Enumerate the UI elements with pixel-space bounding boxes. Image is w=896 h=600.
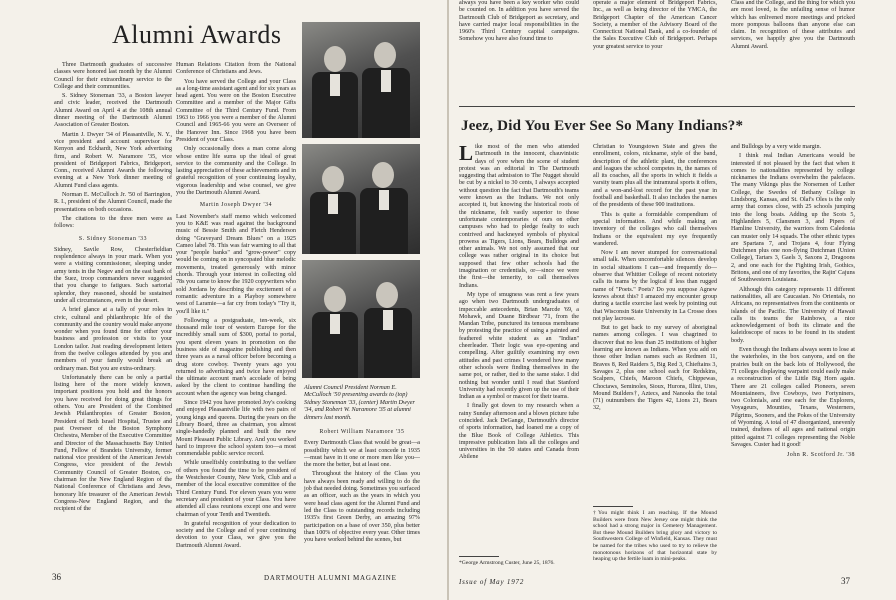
- magazine-footer: DARTMOUTH ALUMNI MAGAZINE: [264, 574, 397, 582]
- article-col-3: [731, 144, 855, 459]
- page-number-right: 37: [841, 576, 850, 586]
- photo-dwyer-award: [302, 144, 420, 254]
- stoneman-citation-3: Unfortunately there can be only a partial listing here of the more widely known, important positions you hold and the honors you have received for doing great things for others. You are President of the Combined Jewish Philanthropies of Greater Boston, President of Beth Israel Hospital, Trustee and past Overseer of the Boston Symphony Orchestra, Member of the Executive Committee and Director of the Massachusetts Bay United Fund, Fellow of Brandeis University, former national vice president of the American Jewish Congress, vice president of the Jewish Community Council of Greater Boston, co-chairman for the New England Region of the National Conference of Christians and Jews, honorary life treasurer of the American Jewish Congress-New England Region, and the recipient of the: [54, 374, 172, 513]
- page-number-left: 36: [52, 572, 61, 582]
- dwyer-citation-5: In grateful recognition of your dedication to society and the College and of your continuing devotion to your Class, we give you the Dartmouth Alumni Award.: [176, 520, 296, 549]
- dwyer-subhead: Martin Joseph Dwyer '34: [199, 202, 273, 209]
- intro-para-4: Norman E. McCulloch Jr. '50 of Barrington, R. I., president of the Alumni Council, made the presentations on both occasions.: [54, 192, 172, 213]
- footnote-mound-builders: †You might think I am reaching. If the Mound Builders were from New Jersey one might think the school had a strong major in Cemetery Management. But these Mound Builders bring glory and victory to Southwestern College of Winfield, Kansas. They must be named for the tribes who used to try to relieve the monotonous horizons of that horizontal state by heaping up the fertile loam in mini-peaks.: [593, 510, 717, 563]
- stoneman-citation-1: Sidney, Savile Row, Chesterfieldian resplendence always in your mark. When you were a visiting commissioner, sleeping under army tents in the Negev and on the east bank of the Suez, troop commanders never suggested that you change to fatigues. Such sartorial splendor, they reasoned, should be sustained under all circumstances, even in the desert.: [54, 246, 172, 304]
- right-page: [449, 0, 896, 600]
- dwyer-citation-4: While unselfishly contributing to the welfare of others you found the time to be president of the Westchester County, New York, Club and a member of the local executive committee of the Third Century Fund. For eleven years you were secretary and president of your Class. You have attended all class reunions except one and were chairman of your Tenth and Twentieth.: [176, 460, 296, 518]
- dwyer-citation-2: Following a postgraduate, ten-week, six thousand mile tour of western Europe for the incredibly small sum of $300, portal to portal, you spent eleven years in promotion on the business side of magazine publishing and then three years as a naval officer before becoming a drug store cowboy. Twenty years ago you returned to advertising and twice have enjoyed the ultimate account man's accolade of being asked by the client to continue handling the account when the agency was being changed.: [176, 317, 296, 397]
- stoneman-citation-2: A brief glance at a tally of your roles in civic, cultural and philanthropic life of the community and the country would make anyone wonder when you found time for either your business and profession or visits to your London tailor. Just reading development letters from the twelve colleges attended by you and members of your family would break an ordinary man. But you are extra-ordinary.: [54, 307, 172, 372]
- article-col-1: [459, 141, 579, 464]
- photo-caption: Alumni Council President Norman E. McCulloch '50 presenting awards to (top) Sidney Stoneman '33, (center) Martin Dwyer '34, and Robert W. Naramore '35 at alumni dinners last month.: [304, 384, 415, 421]
- section-rule: [459, 106, 855, 107]
- article-para-11: Even though the Indians always seem to lose at the waterholes, in the box canyons, and on the prairies built on the back lots of Hollywood, the 71 colleges displaying warpaint could easily make a reconstruction of the Little Big Horn again. There are 21 colleges called Pioneers, seven Mountaineers, five Cowboys, two Fortyniners, two Colonials, and one each for the Explorers, Voyageurs, Mounties, Texans, Westerners, Pilgrims, Sooners, and the Pokes of the University of Wyoming. A total of 47 disorganized, unevenly trained, draftees of all ages and national origin pitted against 71 colleges representing the Noble Savages. Custer had it good!: [731, 347, 855, 448]
- footnote-rule-1: [459, 556, 499, 557]
- footnote-custer: *George Armstrong Custer, June 25, 1876.: [459, 560, 555, 566]
- article-para-7: But to get back to my survey of aboriginal names among colleges. I was chagrined to discover that no less than 25 institutions of higher learning are known as Indians. When you add on those other Indian names such as Redmen 11, Braves 8, Red Raiders 5, Big Red 3, Chieftains 3, Savages 2, plus one school each for Redskins, Scalpers, Chiefs, Maroon Chiefs, Chippewas, Choctaws, Seminoles, Sioux, Hurons, Illini, Utes, Mound Builders†, Aztecs, and Nanooks the total (71) outnumbers the Tigers 42, Lions 21, Bears 32,: [593, 325, 717, 412]
- naramore-subhead: Robert William Naramore '35: [319, 429, 405, 435]
- footnote-rule-2: [593, 506, 633, 507]
- intro-para-1: Three Dartmouth graduates of successive classes were honored last month by the Alumni Council for their extraordinary service to the College and their communities.: [54, 62, 172, 90]
- right-top-col-3: [731, 0, 855, 53]
- photo-stoneman-award: [302, 22, 420, 138]
- naramore-citation-3: always you have been a key worker who could be counted on. In addition you have served the Dartmouth Club of Bridgeport as secretary, and have carried major local responsibilities in the 1960's Third Century capital campaigns. Somehow you have also found time to: [459, 0, 579, 43]
- article-para-6: Now I am never stumped for conversational small talk. When uncomfortable silences develop in social situations I can—and frequently do—observe that Whittier College of recent notoriety calls its teams by the logical if less than rugged name of "Poets." Poets? Do you suppose Agnew knows about this? I amazed my encounter group during a tactile exercise last week by pointing out that Wisconsin State University in La Crosse does not play lacrosse.: [593, 250, 717, 322]
- article-para-3: I finally got down to my research when a rainy Sunday afternoon and a blown picture tube coincided. Jack DeGange, Dartmouth's director of sports information, had loaned me a copy of the Blue Book of College Athletics. This impressive publication lists all the colleges and universities in the 50 states and Canada from Abilene: [459, 403, 579, 461]
- article-col-2: [593, 144, 717, 415]
- stoneman-citation-6: Only occasionally does a man come along whose entire life sums up the ideal of great service to the community and the College. In lasting appreciation of these achievements and in grateful recognition of your continuing loyalty, vigorous leadership and wise counsel, we give you the Dartmouth Alumni Award.: [176, 146, 296, 197]
- alumni-awards-title: Alumni Awards: [112, 20, 282, 49]
- article-para-8: and Bulldogs by a very wide margin.: [731, 144, 822, 150]
- issue-footer: Issue of May 1972: [459, 578, 525, 586]
- right-top-col-2: [593, 0, 717, 53]
- author-signature: John R. Scotford Jr. '38: [786, 452, 855, 459]
- intro-para-2: S. Sidney Stoneman '33, a Boston lawyer and civic leader, received the Dartmouth Alumni Award on April 4 at the 108th annual dinner meeting of the Dartmouth Alumni Association of Greater Boston.: [54, 93, 172, 129]
- article-para-9: I think real Indian Americans would be interested if not pleased by the fact that when it comes to nationalities represented by college nicknames the Indians overwhelm the palefaces. The many Vikings plus the Norsemen of Luther College, the Swedes of Bethany College in Lindsborg, Kansas, and St. Olaf's Oles is the only army that comes close, with 25 schools jumping into the long boats. Adding up the Scots 5, Highlanders 5, Clansmen 3, and Pipers of Hamline University, the warriors from Caledonia can muster only 14 squads. The other ethnic types are Spartans 7, and Trojans 4, four Flying Dutchmen plus one non-flying Dutchman (Union College), Tartars 3, Gaels 3, Saxons 2, Dragoons 2, and one each for the Fighting Irish, Gothics, Britons, and one of my favorites, the Rajin' Cajuns of Southwestern Louisiana.: [731, 153, 855, 284]
- left-col-1: [54, 62, 172, 516]
- right-top-col-1: [459, 0, 579, 46]
- article-para-5: This is quite a formidable compendium of special information. And while making an inventory of the colleges who call themselves Indians or the equivalent my eye frequently wandered.: [593, 211, 717, 247]
- article-para-4: Christian to Youngstown State and gives the enrollment, colors, nickname, style of the band, description of the athletic plant, the conferences and leagues the school competes in, the names of all its coaches, all the sports in which it fields a varsity team plus all the intramural sports it offers, and a won-and-lost record for the past year in football and basketball. It also includes the names of the presidents of these 900 institutions.: [593, 144, 717, 209]
- naramore-citation-5: Class and the College, and the thing for which you are most loved, is the unfailing sense of humor which has enlivened more meetings and pricked more pompous balloons than anyone else can claim. In recognition of these attributes and services, we happily give you the Dartmouth Alumni Award.: [731, 0, 855, 50]
- indians-article-title: Jeez, Did You Ever See So Many Indians?*: [461, 118, 744, 134]
- left-page: [0, 0, 447, 600]
- dwyer-citation-1: Last November's staff memo which welcomed you to K&E was read against the background music of Bessie Smith and Fletch Henderson doing "Graveyard Dream Blues" on a 1925 Cameo label 78. This was fair warning to all that your "people banks" and "grow-power" copy would be coming on in syncopated blue melodic movements, treated generously with minor chords. Through your interest in collecting old 78s you came to know the 1920 copywriters who sold Jordans by describing the excitement of a romantic adventure in a Playboy somewhere west of Laramie—a far cry from today's "Try it, you'll like it.": [176, 213, 296, 315]
- stoneman-citation-5: You have served the College and your Class as a long-time assistant agent and for six years as head agent. You were on the Boston Executive Committee and a member of the Major Gifts Committee of the Third Century Fund. From 1963 to 1966 you were a member of the Alumni Council and 1965-66 you were an Overseer of the Hanover Inn. Since 1968 you have been President of your Class.: [176, 78, 296, 143]
- stoneman-subhead: S. Sidney Stoneman '33: [78, 235, 148, 242]
- intro-para-3: Martin J. Dwyer '34 of Pleasantville, N. Y., vice president and account supervisor for Kenyon and Eckhardt, New York advertising firm, and Robert W. Naramore '35, vice president of Bridgeport Fabrics, Bridgeport, Conn., received Alumni Awards the following evening at a New York dinner meeting of Alumni Fund class agents.: [54, 131, 172, 189]
- article-para-2: My type of smugness was rent a few years ago when two Dartmouth undergraduates of impeccable antecedents, Brian Marcde '69, a Mohawk, and Duane Birdbear '71, from the Mandan Tribe, punctured its tenuous membrane by protesting the practice of using a painted and feathered white student as an "Indian" cheerleader. Their logic was eye-opening and compelling. After guiltily examining my own attitudes and past crimes I wondered how many other schools were finding themselves in the same pot, or rather, tied to the same stake. I did nothing but wonder until I read that Stanford University had recently given up the use of their Indian as a symbol or mascot for their teams.: [459, 291, 579, 401]
- stoneman-citation-4: Human Relations Citation from the National Conference of Christians and Jews.: [176, 62, 296, 76]
- naramore-citation-2: Throughout the history of the Class you have always been ready and willing to do the job that needed doing. Sometimes you surfaced as an officer, such as the years in which you were head class agent for the Alumni Fund and led the Class to outstanding records including 1935's first Green Derby, an amazing 97% participation on a base of over 350, plus better than 100% of objective every year. Other times you have worked behind the scenes, but: [304, 471, 420, 544]
- left-col-3: [304, 424, 420, 546]
- dwyer-citation-3: Since 1942 you have promoted Joy's cooking and enjoyed Pleasantville life with two pairs of young kings and queens. During the years on the Library Board, three as chairman, you almost single-handedly planned and built the new Mount Pleasant Public Library. And you worked hard to improve the school system too—a most commendable public service record.: [176, 400, 296, 458]
- left-col-2: [176, 62, 296, 552]
- intro-para-5: The citations to the three men were as follows:: [54, 215, 172, 230]
- photo-naramore-award: [302, 260, 420, 378]
- naramore-citation-4: operate a major element of Bridgeport Fabrics, Inc., as well as being director of the YMCA, the Bridgeport Chapter of the American Cancer Society, a member of the Advisory Board of the Connecticut National Bank, and a co-founder of the Sales Executive Club of Bridgeport. Perhaps your greatest service to your: [593, 0, 717, 50]
- naramore-citation-1: Every Dartmouth Class that would be great—a possibility which we at least concede in 1935—must have in it one or more men like you—the more the better, but at least one.: [304, 440, 420, 469]
- article-para-10: Although this category represents 11 different nationalities, all are Caucasian. No Orientals, no Africans, no representatives from the continents or islands of the Pacific. The University of Hawaii calls its teams the Rainbows, a nice acknowledgement of both its climate and the kaleidoscope of races to be found in its student body.: [731, 286, 855, 344]
- article-para-1: Like most of the men who attended Dartmouth in the innocent, chauvinistic days of yore when the scene of student protest was an editorial in The Dartmouth suggesting that admission to The Nugget should be cut by a nickel to 30 cents, I always accepted without question the fact that Dartmouth's teams were known as the Indians. We not only accepted it, but knowing the historical roots of the nickname, felt vastly superior to those unfortunate contemporaries of ours on other campuses who had to pledge fealty to such contrived and hackneyed symbols of physical prowess as Tigers, Lions, Bears, Bulldogs and other animals. We not only assumed that our college was rather original in its choice but supposed that few other schools had the imagination or credentials, or—since we were the first—the temerity, to call themselves Indians.: [459, 141, 579, 289]
